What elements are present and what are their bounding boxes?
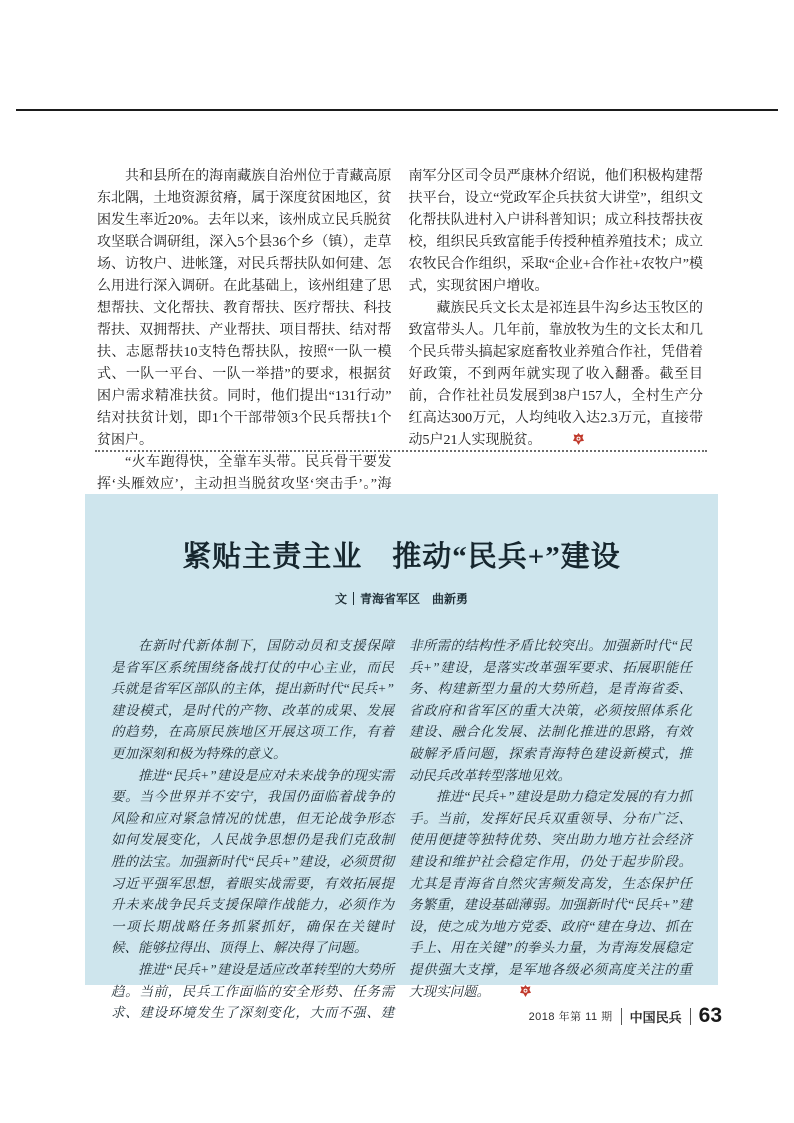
- footer-divider-bar: [621, 1008, 622, 1025]
- dotted-section-divider: [95, 450, 707, 452]
- top-article-paragraph: [409, 298, 704, 452]
- feature-title: 紧贴主责主业 推动“民兵+”建设: [182, 541, 621, 573]
- paragraph-text: 共和县所在的海南藏族自治州位于青藏高原东北隅，土地资源贫瘠，属于深度贫困地区，贫困发生率近20%。去年以来，该州成立民兵脱贫攻坚联合调研组，深入5个县36个乡（镇），走草场、访牧户、进帐篷，对民兵帮扶队如何建、怎么用进行深入调研。在此基础上，该州组建了思想帮扶、文化帮扶、教育帮扶、医疗帮扶、科技帮扶、双拥帮扶、产业帮扶、项目帮扶、结对帮扶、志愿帮扶10支特色帮扶队，按照“一队一模式、一队一平台、一队一举措”的要求，根据贫困户需求精准扶贫。同时，他们提出“131行动”结对扶贫计划，即1个干部带领3个民兵帮扶1个贫困户。: [97, 169, 392, 448]
- article-end-mark-icon: [545, 433, 584, 445]
- page-footer: [529, 1004, 722, 1028]
- byline-prefix: 文: [334, 592, 347, 606]
- paragraph-text: 推进“民兵+”建设是应对未来战争的现实需要。当今世界并不安宁，我国仍面临着战争的风险和应对紧急情况的忧患，但无论战争形态如何发展变化，人民战争思想仍是我们克敌制胜的法宝。加强新时代“民兵+”建设，必须贯彻习近平强军思想，着眼实战需要，有效拓展提升未来战争民兵支援保障作战能力，必须作为一项长期战略任务抓紧抓好，确保在关键时候、能够拉得出、顶得上、解决得了问题。: [111, 767, 394, 956]
- footer-issue: 2018 年第 11 期: [528, 1011, 613, 1023]
- top-article: [97, 166, 703, 496]
- paragraph-text: 在新时代新体制下，国防动员和支援保障是省军区系统围绕备战打仗的中心主业，而民兵就是省军区部队的主体，提出新时代“民兵+”建设模式，是时代的产物、改革的成果、发展的趋势，在高原民族地区开展这项工作，有着更加深刻和极为特殊的意义。: [111, 638, 394, 761]
- feature-article-body: [111, 635, 692, 1024]
- paragraph-text: 藏族民兵文长太是祁连县牛沟乡达玉牧区的致富带头人。几年前，靠放牧为生的文长太和几个民兵带头搞起家庭畜牧业养殖合作社，凭借着好政策，不到两年就实现了收入翻番。截至目前，合作社社员发展到38户157人，全村生产分红高达300万元，人均纯收入达2.3万元，直接带动5户21人实现脱贫。: [408, 301, 703, 448]
- footer-page-number: 63: [698, 1004, 722, 1027]
- feature-paragraph: [111, 635, 394, 765]
- paragraph-text: “火车跑得快，全靠车头带。民兵骨干要发挥‘头雁效应’，主动担当脱贫攻坚‘突击手’。”海南军分区司令员严康林介绍说，他们积极构建帮扶平台，设立“党政军企兵扶贫大讲堂”，组织文化帮扶队进村入户讲科普知识；成立科技帮扶夜校，组织民兵致富能手传授种植养殖技术；成立农牧民合作组织，采取“企业+合作社+农牧户”模式，实现贫困户增收。: [97, 169, 703, 492]
- feature-paragraph: [111, 765, 394, 959]
- feature-paragraph: [409, 786, 692, 1002]
- byline-author: 青海省军区 曲新勇: [360, 592, 469, 606]
- feature-byline: [85, 590, 718, 607]
- footer-divider-bar: [690, 1008, 691, 1025]
- article-end-mark-icon: [493, 985, 531, 997]
- paragraph-text: 推进“民兵+”建设是适应改革转型的大势所趋。当前，民兵工作面临的安全形势、任务需求、建设环境发生了深刻变化，大而不强、建非所需的结构性矛盾比较突出。加强新时代“民兵+”建设，是落实改革强军要求、拓展职能任务、构建新型力量的大势所趋，是青海省委、省政府和省军区的重大决策，必须按照体系化建设、融合化发展、法制化推进的思路，有效破解矛盾问题，探索青海特色建设新模式，推动民兵改革转型落地见效。: [111, 638, 692, 1021]
- paragraph-text: 推进“民兵+”建设是助力稳定发展的有力抓手。当前，发挥好民兵双重领导、分布广泛、使用便捷等独特优势、突出助力地方社会经济建设和维护社会稳定作用，仍处于起步阶段。尤其是青海省自然灾害频发高发，生态保护任务繁重，建设基础薄弱。加强新时代“民兵+”建设，使之成为地方党委、政府“建在身边、抓在手上、用在关键”的拳头力量，为青海发展稳定提供强大支撑，是军地各级必须高度关注的重大现实问题。: [409, 789, 692, 999]
- top-rule-divider: [16, 109, 778, 111]
- top-article-paragraph: [97, 166, 392, 452]
- byline-divider-bar: [353, 592, 354, 605]
- footer-magazine-name: 中国民兵: [629, 1009, 682, 1025]
